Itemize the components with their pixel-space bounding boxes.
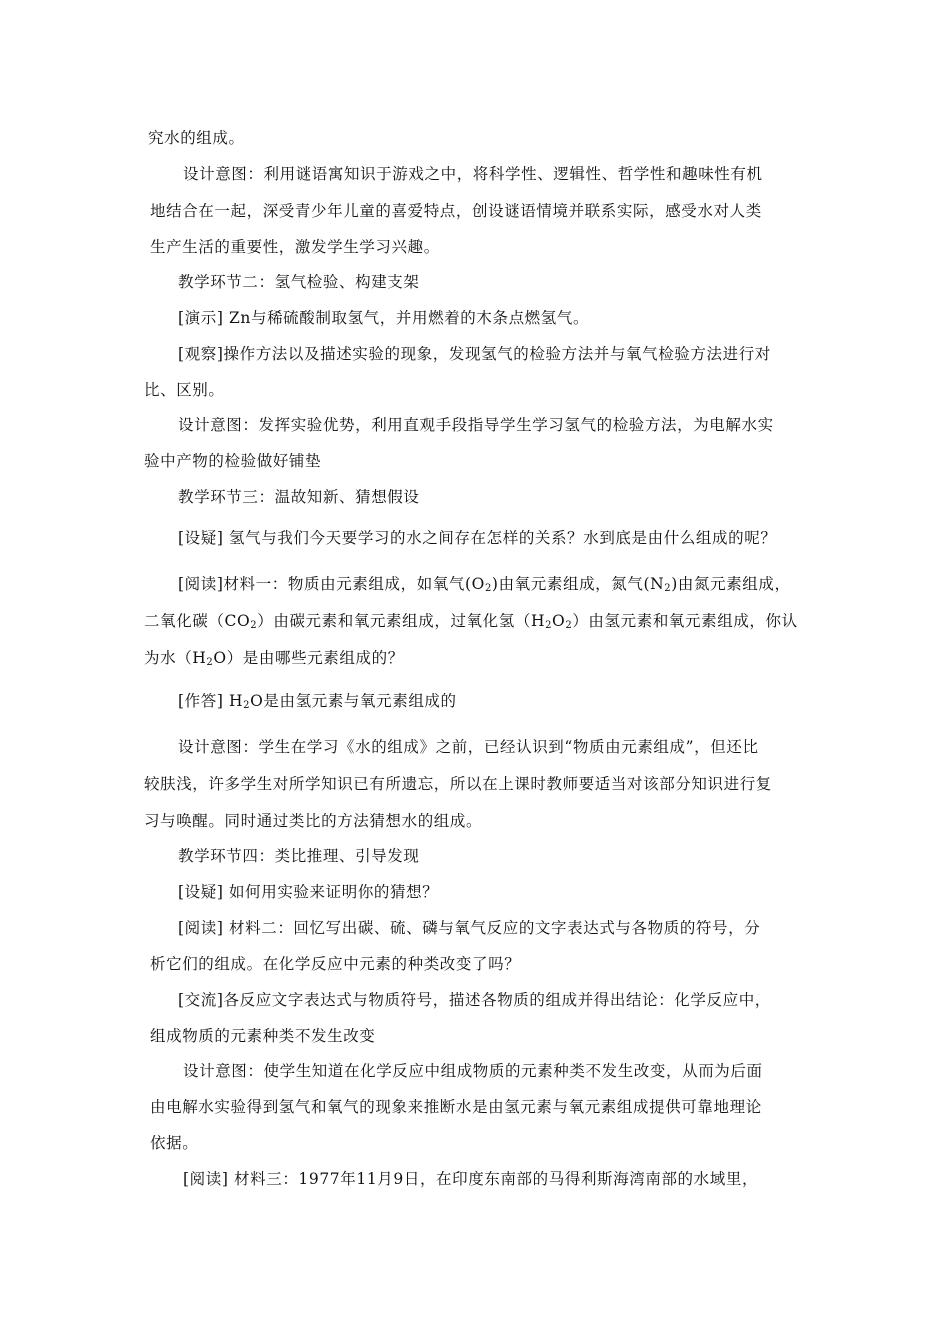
text-segment: )由氧元素组成，氮气(N: [491, 575, 665, 593]
subscript: 2: [243, 700, 251, 711]
text-line-formula: [144, 648, 404, 668]
subscript: 2: [484, 583, 492, 594]
text-segment: 为水（H: [144, 649, 207, 667]
text-line: 设计意图：使学生知道在化学反应中组成物质的元素种类不发生改变，从而为后面: [183, 1062, 763, 1080]
text-line: [观察]操作方法以及描述实验的现象，发现氢气的检验方法并与氧气检验方法进行对: [178, 345, 771, 363]
text-line: [设疑] 如何用实验来证明你的猜想？: [178, 883, 439, 901]
section-heading: 教学环节三：温故知新、猜想假设: [178, 488, 420, 506]
text-line: 生产生活的重要性，激发学生学习兴趣。: [150, 238, 440, 256]
text-line: 设计意图：发挥实验优势，利用直观手段指导学生学习氢气的检验方法，为电解水实: [178, 416, 774, 434]
text-line: 由电解水实验得到氢气和氧气的现象来推断水是由氢元素与氧元素组成提供可靠地理论: [150, 1098, 762, 1116]
text-line: [阅读] 材料二：回忆写出碳、硫、磷与氧气反应的文字表达式与各物质的符号，分: [178, 919, 761, 937]
text-line: 设计意图：学生在学习《水的组成》之前，已经认识到“物质由元素组成”，但还比: [178, 738, 759, 756]
text-segment: ）由氢元素和氧元素组成，你认: [572, 612, 798, 630]
section-heading: 教学环节二：氢气检验、构建支架: [178, 273, 420, 291]
text-line: 地结合在一起，深受青少年儿童的喜爱特点，创设谜语情境并联系实际，感受水对人类: [150, 202, 762, 220]
section-heading: 教学环节四：类比推理、引导发现: [178, 847, 420, 865]
text-line: 比、区别。: [144, 381, 225, 399]
text-line: 依据。: [150, 1134, 199, 1152]
text-segment: O）是由哪些元素组成的？: [213, 649, 404, 667]
subscript: 2: [565, 620, 573, 631]
text-segment: 二氧化碳（CO: [144, 612, 251, 630]
subscript: 2: [206, 657, 214, 668]
text-line: [交流]各反应文字表达式与物质符号，描述各物质的组成并得出结论：化学反应中，: [178, 991, 771, 1009]
text-line: 习与唤醒。同时通过类比的方法猜想水的组成。: [144, 812, 483, 830]
text-segment: O: [552, 612, 566, 630]
text-segment: [作答] H: [178, 692, 244, 710]
text-segment: )由氮元素组成，: [671, 575, 791, 593]
text-segment: ）由碳元素和氧元素组成，过氧化氢（H: [257, 612, 546, 630]
subscript: 2: [664, 583, 672, 594]
text-line-formula: [178, 574, 791, 594]
text-segment: O是由氢元素与氧元素组成的: [250, 692, 457, 710]
subscript: 2: [545, 620, 553, 631]
text-line: [阅读] 材料三：1977年11月9日，在印度东南部的马得利斯海湾南部的水域里，: [183, 1170, 759, 1188]
text-line-formula: [144, 611, 798, 631]
text-segment: [阅读]材料一：物质由元素组成，如氧气(O: [178, 575, 485, 593]
text-line-formula: [178, 691, 457, 711]
text-line: 设计意图：利用谜语寓知识于游戏之中，将科学性、逻辑性、哲学性和趣味性有机: [183, 165, 763, 183]
text-line: 究水的组成。: [148, 129, 245, 147]
subscript: 2: [250, 620, 258, 631]
text-line: 组成物质的元素种类不发生改变: [150, 1027, 376, 1045]
text-line: 析它们的组成。在化学反应中元素的种类改变了吗？: [150, 955, 521, 973]
text-line: 较肤浅，许多学生对所学知识已有所遗忘，所以在上课时教师要适当对该部分知识进行复: [144, 775, 772, 793]
text-line: [设疑] 氢气与我们今天要学习的水之间存在怎样的关系？水到底是由什么组成的呢？: [178, 529, 777, 547]
text-line: [演示] Zn与稀硫酸制取氢气，并用燃着的木条点燃氢气。: [178, 309, 590, 327]
text-line: 验中产物的检验做好铺垫: [144, 452, 322, 470]
